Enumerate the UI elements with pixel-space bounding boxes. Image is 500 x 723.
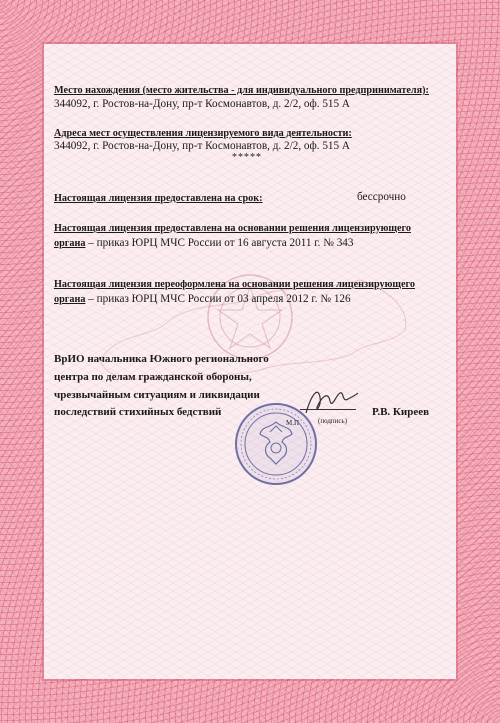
signatory-line-2: центра по делам гражданской обороны,	[54, 371, 252, 383]
reissue-label: Настоящая лицензия переоформлена на основании решения лицензирующего	[54, 279, 415, 290]
reissue-value: – приказ ЮРЦ МЧС России от 03 апреля 2012 г. № 126	[85, 293, 351, 305]
signatory-name: Р.В. Киреев	[372, 406, 430, 418]
location-label: Место нахождения (место жительства - для индивидуального предпринимателя):	[54, 85, 429, 96]
location-value: 344092, г. Ростов-на-Дону, пр-т Космонавтов, д. 2/2, оф. 515 А	[54, 98, 351, 110]
official-seal-icon	[234, 402, 318, 486]
signatory-line-3: чрезвычайным ситуациям и ликвидации	[54, 389, 260, 401]
basis-line	[54, 236, 353, 251]
activity-address-value: 344092, г. Ростов-на-Дону, пр-т Космонавтов, д. 2/2, оф. 515 А	[54, 140, 351, 152]
signature-caption: (подпись)	[318, 417, 348, 425]
basis-value: – приказ ЮРЦ МЧС России от 16 августа 2011 г. № 343	[85, 237, 354, 249]
basis-label-organ: органа	[54, 238, 86, 249]
basis-label: Настоящая лицензия предоставлена на основании решения лицензирующего	[54, 223, 411, 234]
signatory-line-1: ВрИО начальника Южного регионального	[54, 353, 269, 365]
term-value: бессрочно	[357, 191, 406, 203]
activity-address-label: Адреса мест осуществления лицензируемого вида деятельности:	[54, 128, 352, 139]
reissue-line	[54, 292, 351, 307]
term-label: Настоящая лицензия предоставлена на срок:	[54, 193, 263, 204]
reissue-label-organ: органа	[54, 294, 86, 305]
separator-stars: *****	[232, 152, 262, 163]
signatory-line-4: последствий стихийных бедствий	[54, 406, 222, 418]
